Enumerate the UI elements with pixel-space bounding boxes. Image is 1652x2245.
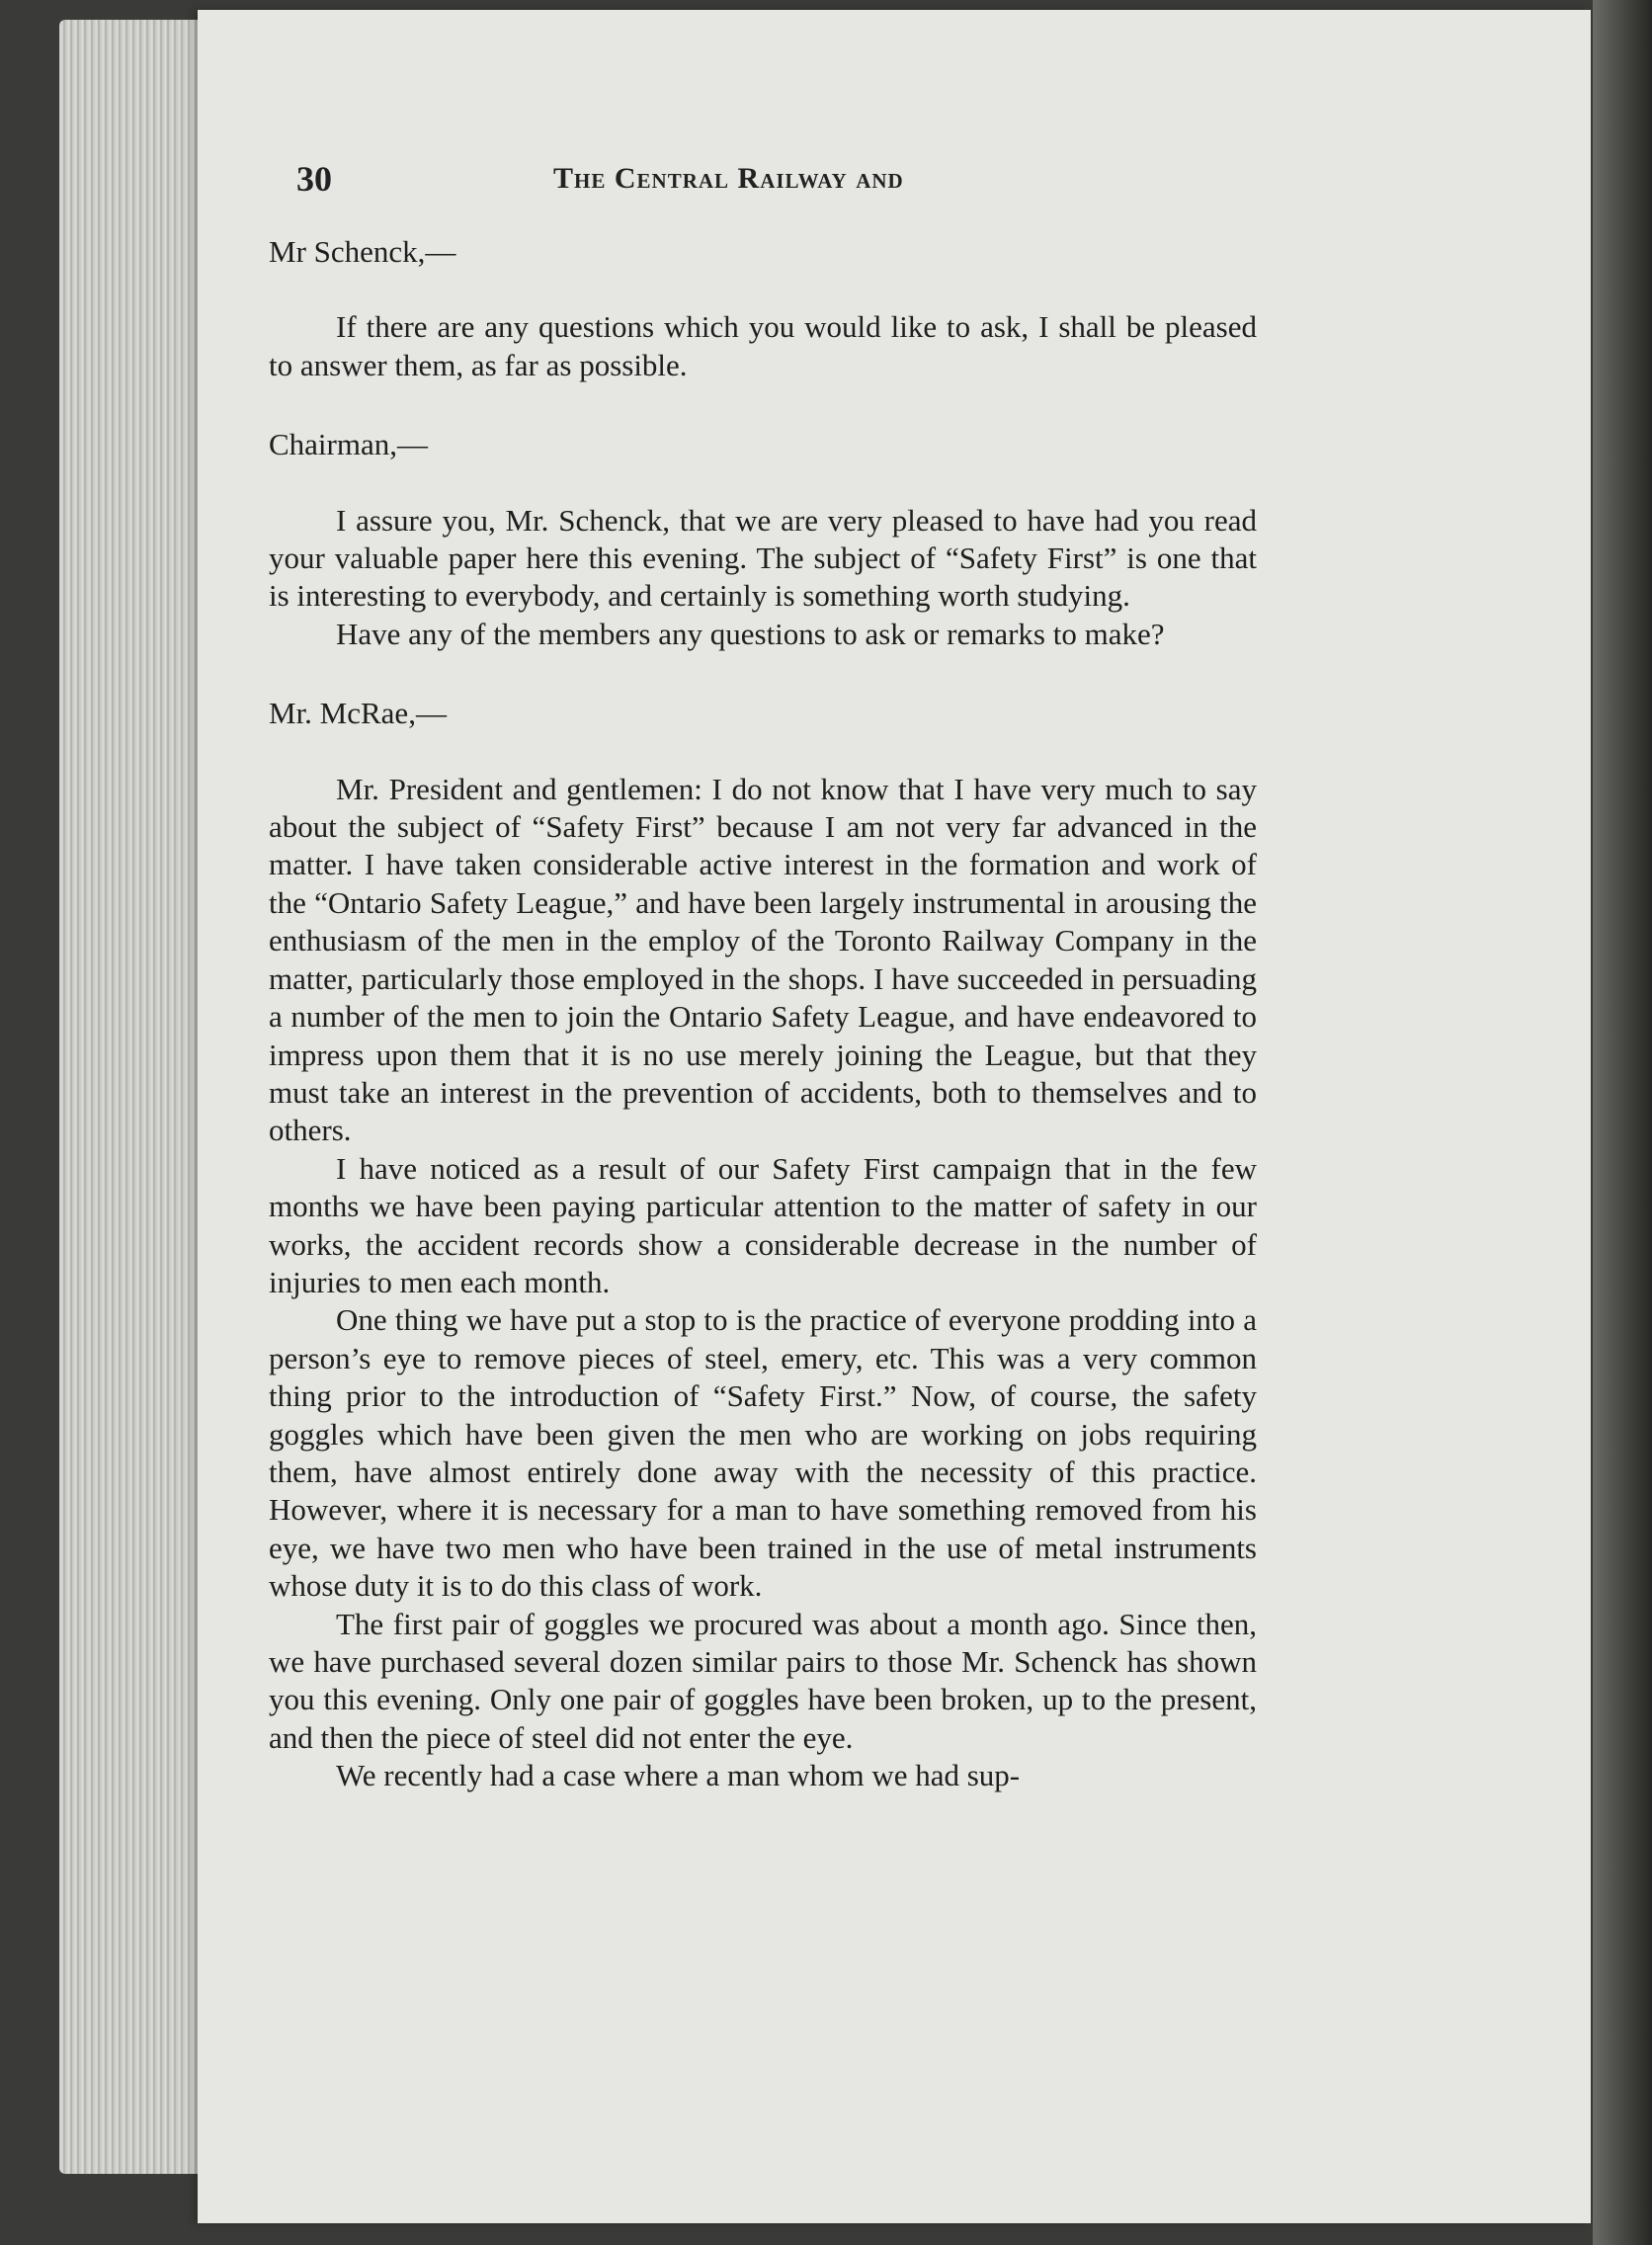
speech-block xyxy=(269,695,1257,1794)
body-text xyxy=(269,233,1257,1795)
running-title: The Central Railway and xyxy=(553,162,904,195)
paragraph: We recently had a case where a man whom we had sup- xyxy=(336,1758,1021,1793)
paragraph: If there are any questions which you would like to ask, I shall be pleased to answer them, as far as possible. xyxy=(269,309,1257,382)
binding-shadow xyxy=(1593,0,1652,2245)
speech-block xyxy=(269,426,1257,653)
paragraph: Mr. President and gentlemen: I do not know that I have very much to say about the subject of “Safety First” because I am not very far advanced in the matter. I have taken considerable active interest in the formation and work of the “Ontario Safety League,” and have been largely instrumental in arousing the enthusiasm of the men in the employ of the Toronto Railway Company in the matter, particularly those employed in the shops. I have succeeded in persuading a number of the men to join the Ontario Safety League, and have endeavored to impress upon them that it is no use merely joining the League, but that they must take an interest in the prevention of accidents, both to themselves and to others. xyxy=(269,771,1257,1148)
page-number: 30 xyxy=(296,159,332,199)
paragraph: Have any of the members any questions to ask or remarks to make? xyxy=(336,616,1165,651)
page-header xyxy=(296,158,1205,208)
paragraph: I assure you, Mr. Schenck, that we are very pleased to have had you read your valuable paper here this evening. The subject of “Safety First” is one that is interesting to everybody, and certainly is something worth studying. xyxy=(269,502,1257,614)
paragraph: The first pair of goggles we procured was about a month ago. Since then, we have purchased several dozen similar pairs to those Mr. Schenck has shown you this evening. Only one pair of goggles have been broken, up to the present, and then the piece of steel did not enter the eye. xyxy=(269,1606,1257,1755)
paragraph: One thing we have put a stop to is the practice of everyone prodding into a person’s eye to remove pieces of steel, emery, etc. This was a very common thing prior to the introduction of “Safety First.” Now, of course, the safety goggles which have been given the men who are working on jobs requiring them, have almost entirely done away with the necessity of this practice. However, where it is necessary for a man to have something removed from his eye, we have two men who have been trained in the use of metal instruments whose duty it is to do this class of work. xyxy=(269,1302,1257,1604)
paragraph: I have noticed as a result of our Safety First campaign that in the few months we have been paying particular attention to the matter of safety in our works, the accident records show a considerable decrease in the number of injuries to men each month. xyxy=(269,1150,1257,1299)
speaker-name: Mr Schenck,— xyxy=(269,234,456,269)
speech-block xyxy=(269,233,1257,384)
speaker-name: Chairman,— xyxy=(269,427,428,462)
speaker-name: Mr. McRae,— xyxy=(269,696,447,731)
